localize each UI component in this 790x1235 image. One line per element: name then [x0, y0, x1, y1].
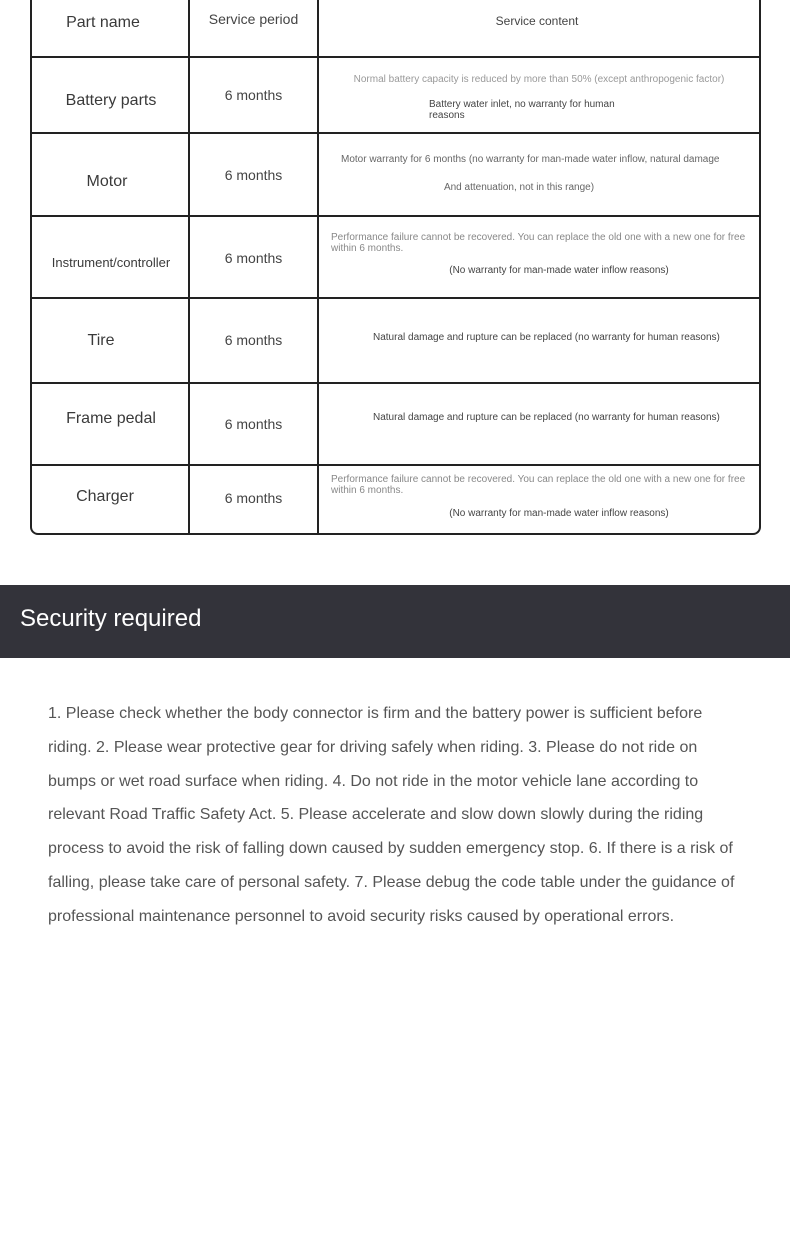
service-period: 6 months	[224, 416, 283, 432]
service-content-line: (No warranty for man-made water inflow reasons)	[449, 265, 669, 276]
service-period: 6 months	[224, 490, 283, 506]
service-content-line: Performance failure cannot be recovered. You can replace the old one with a new one for free within 6 months.	[331, 474, 746, 496]
security-banner	[0, 585, 790, 658]
header-cell-service-content	[319, 0, 759, 56]
service-period: 6 months	[224, 250, 283, 266]
service-period: 6 months	[224, 332, 283, 348]
part-name: Instrument/controller	[51, 255, 171, 270]
part-name: Tire	[87, 332, 115, 349]
service-content-line: Normal battery capacity is reduced by more than 50% (except anthropogenic factor)	[353, 74, 725, 85]
part-name: Charger	[76, 488, 134, 505]
security-title: Security required	[20, 605, 202, 632]
table-row	[32, 134, 759, 217]
header-cell-part-name	[32, 0, 190, 56]
table-row	[32, 384, 759, 466]
table-row	[32, 299, 759, 384]
service-content-line: Natural damage and rupture can be replaced (no warranty for human reasons)	[373, 332, 720, 343]
table-row	[32, 466, 759, 535]
service-period: 6 months	[224, 167, 283, 183]
header-service-period: Service period	[208, 11, 299, 27]
part-name: Battery parts	[65, 92, 157, 109]
service-content-line: Battery water inlet, no warranty for human reasons	[429, 99, 615, 121]
table-header-row	[32, 0, 759, 58]
service-content-line: Performance failure cannot be recovered. You can replace the old one with a new one for free within 6 months.	[331, 232, 746, 254]
part-name: Frame pedal	[66, 410, 156, 427]
warranty-table	[30, 0, 761, 535]
service-content-line: Motor warranty for 6 months (no warranty for man-made water inflow, natural damage	[341, 154, 720, 165]
table-row	[32, 217, 759, 299]
service-period: 6 months	[224, 87, 283, 103]
table-row	[32, 58, 759, 134]
service-content-line: Natural damage and rupture can be replaced (no warranty for human reasons)	[373, 412, 720, 423]
service-content-line: (No warranty for man-made water inflow reasons)	[449, 508, 669, 519]
part-name: Motor	[86, 173, 128, 190]
header-cell-service-period	[190, 0, 319, 56]
header-service-content: Service content	[495, 14, 579, 28]
header-part-name: Part name	[66, 14, 140, 31]
security-instructions: 1. Please check whether the body connector is firm and the battery power is sufficient before riding. 2. Please wear protective gear for driving safely when riding. 3. Please do not ride on bumps or wet road surface when riding. 4. Do not ride in the motor vehicle lane according to relevant Road Traffic Safety Act. 5. Please accelerate and slow down slowly during the riding process to avoid the risk of falling down caused by sudden emergency stop. 6. If there is a risk of falling, please take care of personal safety. 7. Please debug the code table under the guidance of professional maintenance personnel to avoid security risks caused by operational errors.	[48, 705, 735, 925]
service-content-line: And attenuation, not in this range)	[443, 182, 595, 193]
